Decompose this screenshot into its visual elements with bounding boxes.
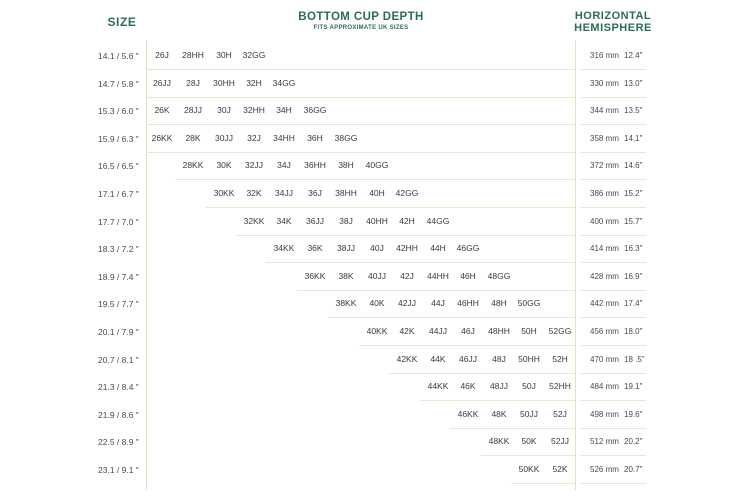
size-value: 14.7 / 5.8 " xyxy=(98,78,139,89)
cup-size: 50JJ xyxy=(520,408,538,419)
cup-size: 34KK xyxy=(273,243,295,254)
size-value: 20.1 / 7.9 " xyxy=(98,327,139,337)
hemisphere-inch: 19.6" xyxy=(624,409,643,419)
hemisphere-mm: 428 mm xyxy=(590,271,619,281)
hemisphere-mm: 330 mm xyxy=(590,78,619,88)
table-row xyxy=(0,457,750,485)
hemisphere-header-line-1: HORIZONTAL xyxy=(574,10,652,22)
hemisphere-mm: 498 mm xyxy=(590,409,619,419)
size-value: 23.1 / 9.1 " xyxy=(98,465,139,475)
cup-size: 34K xyxy=(276,215,292,226)
cup-size: 36HH xyxy=(304,160,326,171)
cup-size: 44GG xyxy=(426,215,450,226)
cup-size: 36JJ xyxy=(306,215,324,226)
hemisphere-mm: 316 mm xyxy=(590,51,619,60)
cup-size: 40HH xyxy=(366,215,388,226)
hemisphere-inch: 19.1" xyxy=(624,382,643,392)
hemisphere-inch: 18.0" xyxy=(624,327,643,336)
table-row xyxy=(0,43,750,71)
cup-size: 44K xyxy=(430,353,446,364)
size-value: 14.1 / 5.6 " xyxy=(98,51,139,61)
size-value: 21.9 / 8.6 " xyxy=(98,409,139,420)
cup-size: 26K xyxy=(154,105,170,116)
cup-size: 46GG xyxy=(456,243,480,254)
cup-size: 46J xyxy=(461,326,475,336)
table-row xyxy=(0,236,750,264)
cup-size: 52GG xyxy=(548,326,572,336)
table-row xyxy=(0,71,750,99)
cup-size: 38J xyxy=(339,215,353,226)
cup-size: 44J xyxy=(431,298,445,309)
size-value: 15.9 / 6.3 " xyxy=(98,133,139,144)
hemisphere-inch: 15.7" xyxy=(624,216,643,226)
cup-size: 50K xyxy=(521,436,537,447)
cup-size: 30J xyxy=(217,105,231,116)
cup-size: 32JJ xyxy=(245,160,263,171)
cup-size: 42HH xyxy=(396,243,418,254)
cup-depth-column-header xyxy=(250,11,472,32)
table-row xyxy=(0,402,750,430)
size-value: 16.5 / 6.5 " xyxy=(98,161,139,172)
table-row xyxy=(0,153,750,181)
cup-size: 50J xyxy=(522,381,536,392)
cup-size: 48K xyxy=(491,408,507,419)
cup-size: 32J xyxy=(247,132,261,143)
table-row xyxy=(0,319,750,347)
cup-depth-title: BOTTOM CUP DEPTH xyxy=(298,11,424,23)
cup-size: 36KK xyxy=(304,270,326,281)
hemisphere-mm: 344 mm xyxy=(590,106,619,116)
cup-size: 28HH xyxy=(182,50,204,60)
hemisphere-inch: 15.2" xyxy=(624,189,643,198)
size-value: 17.7 / 7.0 " xyxy=(98,216,139,227)
cup-size: 42JJ xyxy=(398,298,416,309)
hemisphere-inch: 16.9" xyxy=(624,271,643,281)
size-value: 17.1 / 6.7 " xyxy=(98,189,139,199)
cup-size: 40GG xyxy=(365,160,389,171)
cup-size: 42KK xyxy=(396,353,418,364)
cup-size: 34HH xyxy=(273,132,295,143)
cup-size: 28KK xyxy=(182,160,204,171)
hemisphere-mm: 526 mm xyxy=(590,465,619,474)
hemisphere-mm: 456 mm xyxy=(590,327,619,336)
horizontal-hemisphere-column-header xyxy=(570,10,656,34)
cup-size: 40K xyxy=(369,298,385,309)
cup-size: 46HH xyxy=(457,298,479,309)
cup-size: 44JJ xyxy=(429,326,447,336)
cup-size: 30K xyxy=(216,160,232,171)
size-value: 22.5 / 8.9 " xyxy=(98,437,139,448)
cup-size: 44KK xyxy=(427,381,449,392)
cup-size: 36GG xyxy=(303,105,327,116)
cup-size: 26KK xyxy=(151,132,173,143)
cup-size: 52H xyxy=(552,353,568,364)
cup-size: 52J xyxy=(553,408,567,419)
hemisphere-inch: 17.4" xyxy=(624,299,643,309)
cup-size: 42GG xyxy=(395,188,419,198)
size-value: 15.3 / 6.0 " xyxy=(98,106,139,117)
cup-size: 28J xyxy=(186,77,200,88)
hemisphere-inch: 13.5" xyxy=(624,106,643,116)
hemisphere-mm: 372 mm xyxy=(590,161,619,171)
cup-size: 38H xyxy=(338,160,354,171)
table-row xyxy=(0,181,750,209)
row-divider-right xyxy=(580,483,646,484)
cup-size: 32GG xyxy=(242,50,266,60)
size-value: 19.5 / 7.7 " xyxy=(98,299,139,310)
cup-size: 30HH xyxy=(213,77,235,88)
table-row xyxy=(0,291,750,319)
cup-size: 32KK xyxy=(243,215,265,226)
cup-size: 30JJ xyxy=(215,132,233,143)
cup-size: 50GG xyxy=(517,298,541,309)
cup-size: 40JJ xyxy=(368,270,386,281)
cup-size: 38K xyxy=(338,270,354,281)
cup-size: 28K xyxy=(185,132,201,143)
cup-size: 48KK xyxy=(488,436,510,447)
hemisphere-mm: 400 mm xyxy=(590,216,619,226)
cup-size: 34H xyxy=(276,105,292,116)
hemisphere-inch: 12.4" xyxy=(624,51,643,60)
cup-size: 48JJ xyxy=(490,381,508,392)
size-value: 18.9 / 7.4 " xyxy=(98,271,139,282)
cup-size: 44H xyxy=(430,243,446,254)
cup-size: 48HH xyxy=(488,326,510,336)
hemisphere-inch: 16.3" xyxy=(624,244,643,254)
cup-size: 52JJ xyxy=(551,436,569,447)
hemisphere-inch: 20.7" xyxy=(624,465,643,474)
cup-size: 40H xyxy=(369,188,385,198)
cup-size: 44HH xyxy=(427,270,449,281)
hemisphere-mm: 484 mm xyxy=(590,382,619,392)
cup-size: 48GG xyxy=(487,270,511,281)
hemisphere-mm: 442 mm xyxy=(590,299,619,309)
cup-size: 48H xyxy=(491,298,507,309)
cup-size: 52K xyxy=(552,464,568,474)
hemisphere-inch: 14.6" xyxy=(624,161,643,171)
hemisphere-header-line-2: HEMISPHERE xyxy=(574,22,652,34)
cup-size: 30H xyxy=(216,50,232,60)
table-row xyxy=(0,209,750,237)
cup-size: 34GG xyxy=(272,77,296,88)
table-row xyxy=(0,374,750,402)
size-value: 18.3 / 7.2 " xyxy=(98,244,139,255)
cup-size: 32H xyxy=(246,77,262,88)
row-divider xyxy=(511,483,575,484)
cup-size: 46KK xyxy=(457,408,479,419)
hemisphere-mm: 414 mm xyxy=(590,244,619,254)
cup-size: 28JJ xyxy=(184,105,202,116)
table-row xyxy=(0,429,750,457)
table-row xyxy=(0,347,750,375)
hemisphere-mm: 386 mm xyxy=(590,189,619,198)
cup-depth-subtitle: FITS APPROXIMATE UK SIZES xyxy=(313,25,409,31)
cup-size: 32HH xyxy=(243,105,265,116)
cup-size: 42K xyxy=(399,326,415,336)
hemisphere-inch: 13.0" xyxy=(624,78,643,88)
table-row xyxy=(0,98,750,126)
cup-size: 30KK xyxy=(213,188,235,198)
cup-size: 26JJ xyxy=(153,77,171,88)
hemisphere-inch: 20.2" xyxy=(624,437,643,447)
size-value: 21.3 / 8.4 " xyxy=(98,382,139,393)
hemisphere-mm: 470 mm xyxy=(590,354,619,364)
hemisphere-inch: 14.1" xyxy=(624,133,643,143)
cup-size: 46H xyxy=(460,270,476,281)
cup-size: 46K xyxy=(460,381,476,392)
cup-size: 50KK xyxy=(518,464,540,474)
cup-size: 26J xyxy=(155,50,169,60)
cup-size: 50H xyxy=(521,326,537,336)
cup-size: 34JJ xyxy=(275,188,293,198)
cup-size: 42J xyxy=(400,270,414,281)
hemisphere-mm: 358 mm xyxy=(590,133,619,143)
cup-size: 32K xyxy=(246,188,262,198)
hemisphere-mm: 512 mm xyxy=(590,437,619,447)
cup-size: 38JJ xyxy=(337,243,355,254)
cup-size: 40KK xyxy=(366,326,388,336)
table-row xyxy=(0,264,750,292)
cup-size: 36K xyxy=(307,243,323,254)
cup-size: 52HH xyxy=(549,381,571,392)
table-row xyxy=(0,126,750,154)
size-value: 20.7 / 8.1 " xyxy=(98,354,139,365)
cup-size: 46JJ xyxy=(459,353,477,364)
cup-size: 36J xyxy=(308,188,322,198)
cup-size: 48J xyxy=(492,353,506,364)
cup-size: 38KK xyxy=(335,298,357,309)
cup-size: 36H xyxy=(307,132,323,143)
cup-size: 38HH xyxy=(335,188,357,198)
cup-size: 50HH xyxy=(518,353,540,364)
size-column-header: SIZE xyxy=(107,15,137,29)
cup-size: 42H xyxy=(399,215,415,226)
cup-size: 40J xyxy=(370,243,384,254)
cup-size: 38GG xyxy=(334,132,358,143)
cup-size: 34J xyxy=(277,160,291,171)
hemisphere-inch: 18 .5" xyxy=(624,354,645,364)
